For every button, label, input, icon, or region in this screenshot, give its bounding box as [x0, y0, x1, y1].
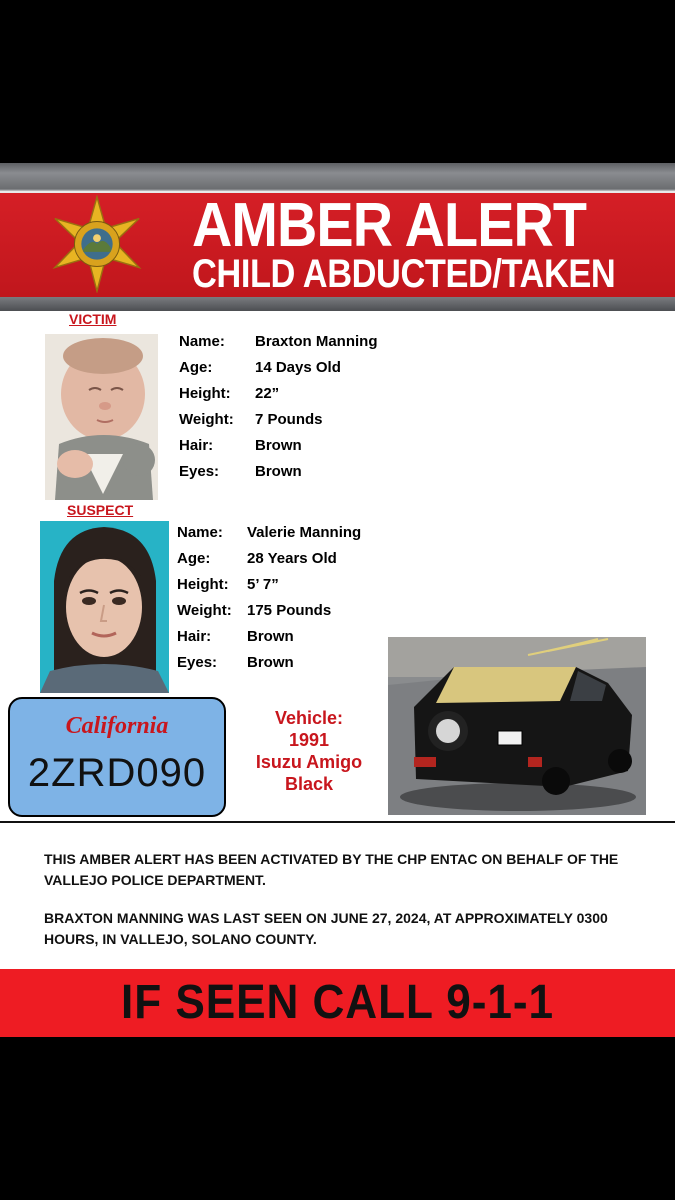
field-key: Eyes:: [177, 654, 218, 671]
victim-label: VICTIM: [69, 311, 117, 327]
field-key: Age:: [179, 359, 213, 376]
header-gray-strip: [0, 297, 675, 311]
vehicle-year: 1991: [288, 730, 330, 750]
suspect-label: SUSPECT: [67, 502, 134, 518]
chp-star-badge-icon: [48, 195, 146, 293]
suspect-name: Valerie Manning: [247, 524, 362, 541]
victim-age: 14 Days Old: [255, 359, 341, 376]
vehicle-color: Black: [284, 774, 334, 794]
field-key: Name:: [179, 333, 225, 350]
amber-alert-poster: [0, 163, 675, 1037]
field-key: Height:: [177, 576, 229, 593]
license-plate: [8, 697, 226, 817]
suspect-photo-illustration: [40, 521, 169, 693]
victim-hair: Brown: [255, 437, 302, 454]
victim-name: Braxton Manning: [255, 333, 378, 350]
field-key: Weight:: [177, 602, 232, 619]
call-to-action-text: IF SEEN CALL 9-1-1: [121, 976, 554, 1029]
suspect-hair: Brown: [247, 628, 294, 645]
field-key: Hair:: [179, 437, 214, 454]
victim-weight: 7 Pounds: [255, 411, 323, 428]
victim-photo-illustration: [45, 334, 158, 500]
victim-height: 22”: [255, 385, 280, 402]
section-divider: [0, 821, 675, 823]
field-key: Height:: [179, 385, 231, 402]
victim-eyes: Brown: [255, 463, 302, 480]
suspect-photo: [40, 521, 169, 693]
suspect-weight: 175 Pounds: [247, 602, 332, 619]
field-key: Age:: [177, 550, 211, 567]
suspect-eyes: Brown: [247, 654, 294, 671]
field-key: Hair:: [177, 628, 212, 645]
suspect-age: 28 Years Old: [247, 550, 337, 567]
field-key: Weight:: [179, 411, 234, 428]
alert-subtitle: CHILD ABDUCTED/TAKEN: [192, 252, 616, 296]
field-key: Name:: [177, 524, 223, 541]
plate-state: California: [65, 713, 169, 739]
plate-number: 2ZRD090: [27, 751, 207, 795]
vehicle-description: [234, 707, 384, 795]
vehicle-label: Vehicle:: [274, 708, 344, 728]
victim-photo: [45, 334, 158, 500]
vehicle-photo: [388, 637, 646, 815]
field-key: Eyes:: [179, 463, 220, 480]
alert-header: [0, 163, 675, 311]
last-seen-notice: BRAXTON MANNING WAS LAST SEEN ON JUNE 27, 2024, AT APPROXIMATELY 0300 HOURS, IN VALLEJO, SOLANO COUNTY.: [44, 910, 608, 947]
activation-notice: THIS AMBER ALERT HAS BEEN ACTIVATED BY THE CHP ENTAC ON BEHALF OF THE VALLEJO POLICE DEPARTMENT.: [44, 851, 619, 888]
suspect-height: 5’ 7”: [247, 576, 279, 593]
vehicle-photo-illustration: [388, 637, 646, 815]
alert-title: AMBER ALERT: [192, 191, 587, 260]
vehicle-model: Isuzu Amigo: [255, 752, 363, 772]
call-to-action-bar: [0, 969, 675, 1037]
